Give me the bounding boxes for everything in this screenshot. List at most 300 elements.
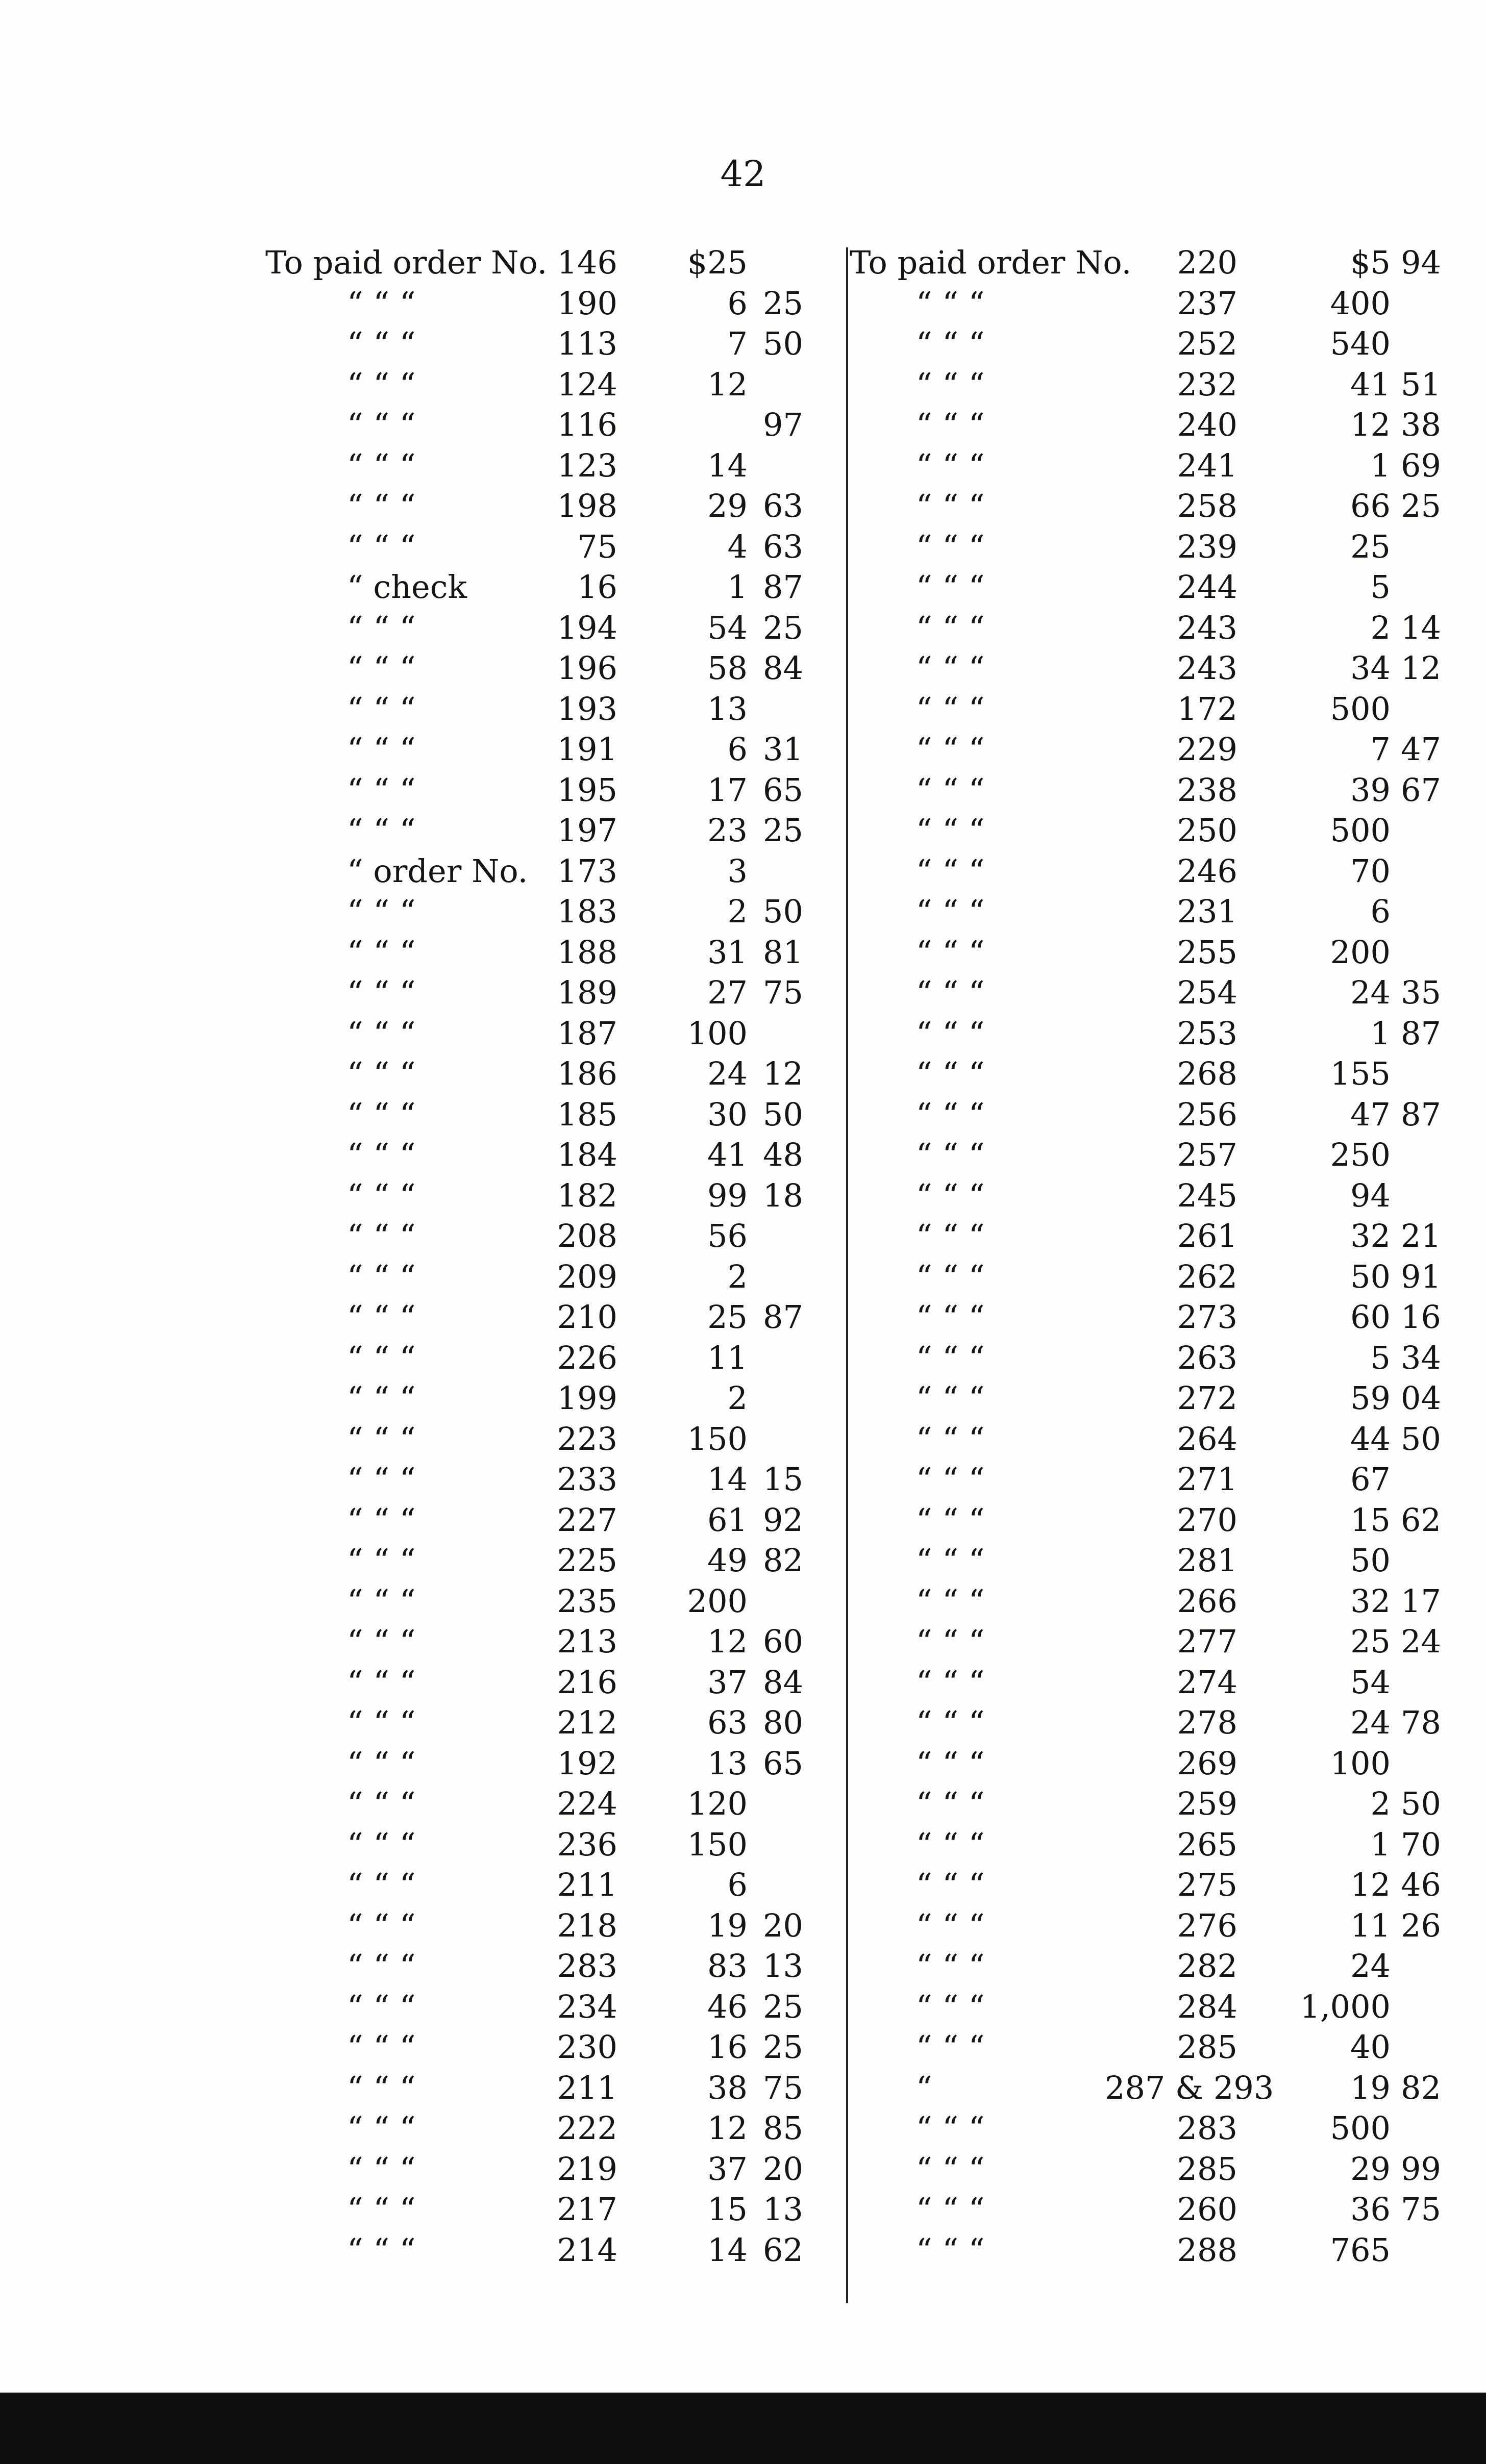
ledger-row xyxy=(850,1621,1441,1662)
order-number: 269 xyxy=(1177,1744,1237,1782)
amount-dollars: 24 xyxy=(1350,974,1391,1011)
ledger-row xyxy=(850,1865,1441,1905)
order-number: 245 xyxy=(1177,1176,1237,1214)
amount-dollars: 15 xyxy=(1350,1501,1391,1539)
order-number: 281 xyxy=(1177,1542,1237,1579)
order-number: 282 xyxy=(1177,1947,1237,1984)
amount-dollars: $5 xyxy=(1350,244,1391,281)
ledger-row xyxy=(265,567,842,608)
ledger-row xyxy=(850,729,1441,770)
amount-dollars: 34 xyxy=(1350,649,1391,687)
amount-cents: 75 xyxy=(1401,2191,1441,2228)
order-number: 237 xyxy=(1177,284,1237,322)
ledger-row xyxy=(265,1378,842,1419)
ledger-row xyxy=(850,1743,1431,1784)
row-label: “ “ “ xyxy=(916,1258,985,1295)
amount-cents: 99 xyxy=(1401,2150,1441,2188)
amount-cents: 24 xyxy=(1401,1623,1441,1660)
order-number: 278 xyxy=(1177,1704,1237,1741)
amount-dollars: 59 xyxy=(1350,1379,1391,1417)
order-number: 113 xyxy=(557,325,617,362)
order-number: 187 xyxy=(557,1014,617,1052)
ledger-column-right xyxy=(850,242,1441,2270)
row-label: “ “ “ xyxy=(916,893,985,930)
amount-dollars: 12 xyxy=(1350,1866,1391,1903)
amount-dollars: 61 xyxy=(707,1501,748,1539)
amount-cents: 25 xyxy=(763,812,803,849)
order-number: 233 xyxy=(557,1461,617,1498)
order-number: 124 xyxy=(557,365,617,403)
row-label: “ “ “ xyxy=(347,2069,416,2106)
amount-dollars: 1 xyxy=(1370,1825,1391,1863)
amount-cents: 94 xyxy=(1401,244,1441,281)
row-label: “ “ “ xyxy=(347,1055,416,1092)
row-label: “ “ “ xyxy=(916,487,985,524)
order-number: 226 xyxy=(557,1339,617,1376)
amount-dollars: 11 xyxy=(1350,1906,1391,1944)
amount-dollars: 32 xyxy=(1350,1582,1391,1620)
amount-dollars: 30 xyxy=(707,1095,748,1133)
ledger-row xyxy=(850,972,1441,1013)
amount-cents: 87 xyxy=(763,1298,803,1336)
ledger-row xyxy=(265,1256,842,1297)
row-label: “ “ “ xyxy=(916,1055,985,1092)
amount-dollars: 31 xyxy=(707,933,748,971)
row-label: “ “ “ xyxy=(347,2231,416,2269)
ledger-row xyxy=(265,891,842,932)
amount-cents: 70 xyxy=(1401,1825,1441,1863)
ledger-row xyxy=(265,1500,842,1541)
ledger-row xyxy=(850,1135,1431,1175)
row-label: “ “ “ xyxy=(916,2191,985,2228)
ledger-row xyxy=(265,972,842,1013)
amount-cents: 20 xyxy=(763,1906,803,1944)
amount-dollars: 2 xyxy=(727,893,748,930)
ledger-row xyxy=(265,729,842,770)
ledger-row xyxy=(850,1297,1441,1338)
amount-cents: 50 xyxy=(763,893,803,930)
order-number: 225 xyxy=(557,1542,617,1579)
amount-cents: 63 xyxy=(763,487,803,524)
amount-dollars: 66 xyxy=(1350,487,1391,524)
order-number: 243 xyxy=(1177,649,1237,687)
ledger-row xyxy=(265,1743,842,1784)
amount-cents: 18 xyxy=(763,1176,803,1214)
order-number: 217 xyxy=(557,2191,617,2228)
order-number: 227 xyxy=(557,1501,617,1539)
order-number: 239 xyxy=(1177,527,1237,565)
ledger-row xyxy=(850,486,1441,526)
ledger-row xyxy=(265,770,842,811)
row-label: “ “ “ xyxy=(347,2150,416,2188)
amount-cents: 91 xyxy=(1401,1258,1441,1295)
ledger-row xyxy=(850,2230,1431,2271)
amount-dollars: $25 xyxy=(687,244,748,281)
ledger-row xyxy=(850,567,1431,608)
order-number: 213 xyxy=(557,1623,617,1660)
amount-cents: 67 xyxy=(1401,771,1441,809)
row-label: “ “ “ xyxy=(347,1704,416,1741)
amount-dollars: 25 xyxy=(707,1298,748,1336)
amount-cents: 26 xyxy=(1401,1906,1441,1944)
ledger-row xyxy=(265,1338,842,1378)
ledger-row xyxy=(265,1540,842,1581)
ledger-row xyxy=(265,689,842,730)
ledger-row xyxy=(850,1216,1441,1256)
amount-dollars: 25 xyxy=(1350,1623,1391,1660)
ledger-row xyxy=(265,1783,842,1824)
amount-cents: 25 xyxy=(763,609,803,646)
row-label: “ “ “ xyxy=(347,1095,416,1133)
order-number: 238 xyxy=(1177,771,1237,809)
order-number: 260 xyxy=(1177,2191,1237,2228)
row-label: “ “ “ xyxy=(347,649,416,687)
amount-cents: 25 xyxy=(763,1988,803,2025)
order-number: 285 xyxy=(1177,2150,1237,2188)
row-label: “ “ “ xyxy=(347,487,416,524)
row-label: “ “ “ xyxy=(916,1785,985,1822)
row-label: “ “ “ xyxy=(347,1988,416,2025)
ledger-row xyxy=(850,1905,1441,1946)
amount-dollars: 12 xyxy=(707,1623,748,1660)
amount-cents: 50 xyxy=(763,325,803,362)
amount-dollars: 5 xyxy=(1370,1339,1391,1376)
row-label: “ “ “ xyxy=(347,446,416,484)
amount-dollars: 14 xyxy=(707,2231,748,2269)
amount-dollars: 3 xyxy=(727,852,748,890)
amount-dollars: 32 xyxy=(1350,1217,1391,1254)
order-number: 243 xyxy=(1177,609,1237,646)
row-label: “ “ “ xyxy=(347,609,416,646)
ledger-row xyxy=(850,1824,1441,1865)
ledger-row xyxy=(265,1662,842,1703)
order-number: 190 xyxy=(557,284,617,322)
ledger-row xyxy=(850,810,1431,851)
ledger-row xyxy=(265,323,842,364)
amount-dollars: 29 xyxy=(1350,2150,1391,2188)
ledger-row xyxy=(265,1216,842,1256)
column-divider xyxy=(846,247,848,2303)
amount-cents: 75 xyxy=(763,974,803,1011)
order-number: 272 xyxy=(1177,1379,1237,1417)
row-label: “ “ “ xyxy=(916,1866,985,1903)
amount-dollars: 54 xyxy=(707,609,748,646)
order-number: 210 xyxy=(557,1298,617,1336)
amount-cents: 38 xyxy=(1401,406,1441,443)
row-label: “ “ “ xyxy=(916,2150,985,2188)
amount-dollars: 38 xyxy=(707,2069,748,2106)
order-number: 288 xyxy=(1177,2231,1237,2269)
amount-cents: 35 xyxy=(1401,974,1441,1011)
amount-dollars: 2 xyxy=(1370,609,1391,646)
order-number: 234 xyxy=(557,1988,617,2025)
order-number: 265 xyxy=(1177,1825,1237,1863)
amount-dollars: 100 xyxy=(1330,1744,1391,1782)
row-label: “ “ “ xyxy=(916,933,985,971)
row-label: “ “ “ xyxy=(916,852,985,890)
amount-dollars: 47 xyxy=(1350,1095,1391,1133)
amount-dollars: 1 xyxy=(1370,1014,1391,1052)
amount-dollars: 67 xyxy=(1350,1461,1391,1498)
order-number: 184 xyxy=(557,1136,617,1173)
row-label: To paid order No. xyxy=(850,244,1132,281)
amount-dollars: 250 xyxy=(1330,1136,1391,1173)
order-number: 75 xyxy=(577,527,617,565)
amount-dollars: 6 xyxy=(727,1866,748,1903)
order-number: 183 xyxy=(557,893,617,930)
row-label: “ “ “ xyxy=(916,1623,985,1660)
amount-dollars: 100 xyxy=(687,1014,748,1052)
amount-dollars: 19 xyxy=(707,1906,748,1944)
order-number: 285 xyxy=(1177,2028,1237,2066)
row-label: “ “ “ xyxy=(347,1136,416,1173)
amount-dollars: 94 xyxy=(1350,1176,1391,1214)
order-number: 270 xyxy=(1177,1501,1237,1539)
order-number: 241 xyxy=(1177,446,1237,484)
amount-cents: 82 xyxy=(763,1542,803,1579)
ledger-row xyxy=(265,1621,842,1662)
amount-dollars: 83 xyxy=(707,1947,748,1984)
order-number: 229 xyxy=(1177,731,1237,768)
order-number: 173 xyxy=(557,852,617,890)
amount-dollars: 13 xyxy=(707,690,748,727)
amount-dollars: 500 xyxy=(1330,812,1391,849)
amount-cents: 34 xyxy=(1401,1339,1441,1376)
amount-cents: 87 xyxy=(763,568,803,606)
order-number: 123 xyxy=(557,446,617,484)
order-number: 263 xyxy=(1177,1339,1237,1376)
amount-cents: 75 xyxy=(763,2069,803,2106)
row-label: “ “ “ xyxy=(347,284,416,322)
ledger-row xyxy=(265,405,842,445)
order-number: 189 xyxy=(557,974,617,1011)
ledger-row xyxy=(850,2108,1431,2149)
order-number: 276 xyxy=(1177,1906,1237,1944)
amount-dollars: 14 xyxy=(707,446,748,484)
amount-dollars: 2 xyxy=(727,1379,748,1417)
amount-cents: 97 xyxy=(763,406,803,443)
amount-dollars: 120 xyxy=(687,1785,748,1822)
order-number: 208 xyxy=(557,1217,617,1254)
row-label: “ “ “ xyxy=(347,1420,416,1457)
amount-cents: 87 xyxy=(1401,1095,1441,1133)
amount-dollars: 400 xyxy=(1330,284,1391,322)
order-number: 250 xyxy=(1177,812,1237,849)
amount-dollars: 56 xyxy=(707,1217,748,1254)
order-number: 283 xyxy=(557,1947,617,1984)
order-number: 199 xyxy=(557,1379,617,1417)
row-label: “ “ “ xyxy=(916,1663,985,1701)
order-number: 218 xyxy=(557,1906,617,1944)
amount-cents: 13 xyxy=(763,2191,803,2228)
amount-dollars: 12 xyxy=(707,365,748,403)
row-label: “ “ “ xyxy=(347,812,416,849)
amount-dollars: 1 xyxy=(1370,446,1391,484)
ledger-row xyxy=(265,2027,842,2068)
ledger-row xyxy=(850,1256,1441,1297)
amount-dollars: 29 xyxy=(707,487,748,524)
row-label: “ “ “ xyxy=(347,2028,416,2066)
ledger-row xyxy=(265,1175,842,1216)
row-label: “ “ “ xyxy=(347,1217,416,1254)
ledger-row xyxy=(265,1459,842,1500)
amount-cents: 04 xyxy=(1401,1379,1441,1417)
row-label: “ “ “ xyxy=(347,2109,416,2147)
order-number: 258 xyxy=(1177,487,1237,524)
ledger-row xyxy=(850,891,1431,932)
order-number: 172 xyxy=(1177,690,1237,727)
amount-cents: 13 xyxy=(763,1947,803,1984)
order-number: 191 xyxy=(557,731,617,768)
amount-dollars: 46 xyxy=(707,1988,748,2025)
row-label: “ “ “ xyxy=(916,1744,985,1782)
amount-cents: 84 xyxy=(763,649,803,687)
amount-dollars: 150 xyxy=(687,1420,748,1457)
amount-dollars: 44 xyxy=(1350,1420,1391,1457)
row-label: “ “ “ xyxy=(916,1988,985,2025)
ledger-row xyxy=(850,1581,1441,1622)
amount-dollars: 13 xyxy=(707,1744,748,1782)
row-label: “ “ “ xyxy=(347,1582,416,1620)
order-number: 252 xyxy=(1177,325,1237,362)
ledger-row xyxy=(265,932,842,973)
order-number: 235 xyxy=(557,1582,617,1620)
row-label: “ “ “ xyxy=(916,2028,985,2066)
ledger-row xyxy=(850,689,1431,730)
amount-dollars: 19 xyxy=(1350,2069,1391,2106)
row-label: “ “ “ xyxy=(347,690,416,727)
row-label: “ check xyxy=(347,568,467,606)
amount-dollars: 5 xyxy=(1370,568,1391,606)
order-number: 261 xyxy=(1177,1217,1237,1254)
ledger-row xyxy=(850,770,1441,811)
amount-cents: 47 xyxy=(1401,731,1441,768)
ledger-row xyxy=(850,323,1431,364)
order-number: 230 xyxy=(557,2028,617,2066)
amount-dollars: 2 xyxy=(727,1258,748,1295)
ledger-row xyxy=(265,1419,842,1460)
ledger-row xyxy=(265,2068,842,2108)
ledger-row xyxy=(265,445,842,486)
ledger-row xyxy=(265,242,842,283)
amount-cents: 46 xyxy=(1401,1866,1441,1903)
ledger-row xyxy=(265,364,842,405)
ledger-row xyxy=(850,1419,1441,1460)
amount-dollars: 39 xyxy=(1350,771,1391,809)
amount-cents: 65 xyxy=(763,771,803,809)
amount-cents: 25 xyxy=(763,2028,803,2066)
row-label: “ “ “ xyxy=(916,1095,985,1133)
ledger-row xyxy=(265,1865,842,1905)
row-label: “ “ “ xyxy=(916,1461,985,1498)
amount-dollars: 6 xyxy=(727,731,748,768)
ledger-row xyxy=(850,1662,1431,1703)
order-number: 194 xyxy=(557,609,617,646)
amount-dollars: 7 xyxy=(1370,731,1391,768)
amount-cents: 51 xyxy=(1401,365,1441,403)
amount-dollars: 58 xyxy=(707,649,748,687)
row-label: “ “ “ xyxy=(916,1704,985,1741)
amount-dollars: 765 xyxy=(1330,2231,1391,2269)
order-number: 186 xyxy=(557,1055,617,1092)
amount-dollars: 200 xyxy=(687,1582,748,1620)
ledger-row xyxy=(265,1824,842,1865)
order-number: 223 xyxy=(557,1420,617,1457)
row-label: “ “ “ xyxy=(347,974,416,1011)
amount-dollars: 150 xyxy=(687,1825,748,1863)
row-label: “ “ “ xyxy=(347,1501,416,1539)
amount-dollars: 11 xyxy=(707,1339,748,1376)
amount-dollars: 60 xyxy=(1350,1298,1391,1336)
row-label: “ “ “ xyxy=(916,568,985,606)
amount-cents: 63 xyxy=(763,527,803,565)
ledger-row xyxy=(850,648,1441,689)
amount-cents: 92 xyxy=(763,1501,803,1539)
amount-cents: 84 xyxy=(763,1663,803,1701)
row-label: “ “ “ xyxy=(916,1217,985,1254)
amount-dollars: 1 xyxy=(727,568,748,606)
ledger-row xyxy=(850,1783,1441,1824)
amount-dollars: 37 xyxy=(707,2150,748,2188)
order-number: 192 xyxy=(557,1744,617,1782)
ledger-row xyxy=(265,608,842,648)
amount-dollars: 40 xyxy=(1350,2028,1391,2066)
ledger-row xyxy=(850,1053,1431,1094)
order-number: 244 xyxy=(1177,568,1237,606)
row-label: “ “ “ xyxy=(347,1258,416,1295)
order-number: 193 xyxy=(557,690,617,727)
amount-cents: 20 xyxy=(763,2150,803,2188)
ledger-row xyxy=(850,2027,1431,2068)
row-label: “ “ “ xyxy=(347,1906,416,1944)
order-number: 195 xyxy=(557,771,617,809)
row-label: “ “ “ xyxy=(916,690,985,727)
ledger-row xyxy=(265,2230,842,2271)
ledger-row xyxy=(265,1581,842,1622)
row-label: “ “ “ xyxy=(916,1825,985,1863)
amount-cents: 80 xyxy=(763,1704,803,1741)
amount-dollars: 2 xyxy=(1370,1785,1391,1822)
ledger-row xyxy=(850,608,1441,648)
ledger-row xyxy=(850,1500,1441,1541)
ledger-row xyxy=(265,1094,842,1135)
amount-dollars: 23 xyxy=(707,812,748,849)
order-number: 185 xyxy=(557,1095,617,1133)
row-label: “ “ “ xyxy=(347,1542,416,1579)
page-number: 42 xyxy=(720,153,766,195)
order-number: 222 xyxy=(557,2109,617,2147)
order-number: 211 xyxy=(557,2069,617,2106)
amount-dollars: 155 xyxy=(1330,1055,1391,1092)
ledger-row xyxy=(265,648,842,689)
row-label: “ “ “ xyxy=(347,1623,416,1660)
order-number: 216 xyxy=(557,1663,617,1701)
ledger-row xyxy=(265,2108,842,2149)
row-label: “ “ “ xyxy=(347,1379,416,1417)
row-label: “ “ “ xyxy=(916,365,985,403)
amount-dollars: 500 xyxy=(1330,2109,1391,2147)
row-label: “ “ “ xyxy=(916,1501,985,1539)
amount-cents: 60 xyxy=(763,1623,803,1660)
order-number: 236 xyxy=(557,1825,617,1863)
order-number: 254 xyxy=(1177,974,1237,1011)
order-number: 287 & 293 xyxy=(1105,2069,1274,2106)
ledger-row xyxy=(850,1175,1431,1216)
row-label: “ “ “ xyxy=(347,1744,416,1782)
amount-cents: 78 xyxy=(1401,1704,1441,1741)
amount-cents: 48 xyxy=(763,1136,803,1173)
order-number: 220 xyxy=(1177,244,1237,281)
